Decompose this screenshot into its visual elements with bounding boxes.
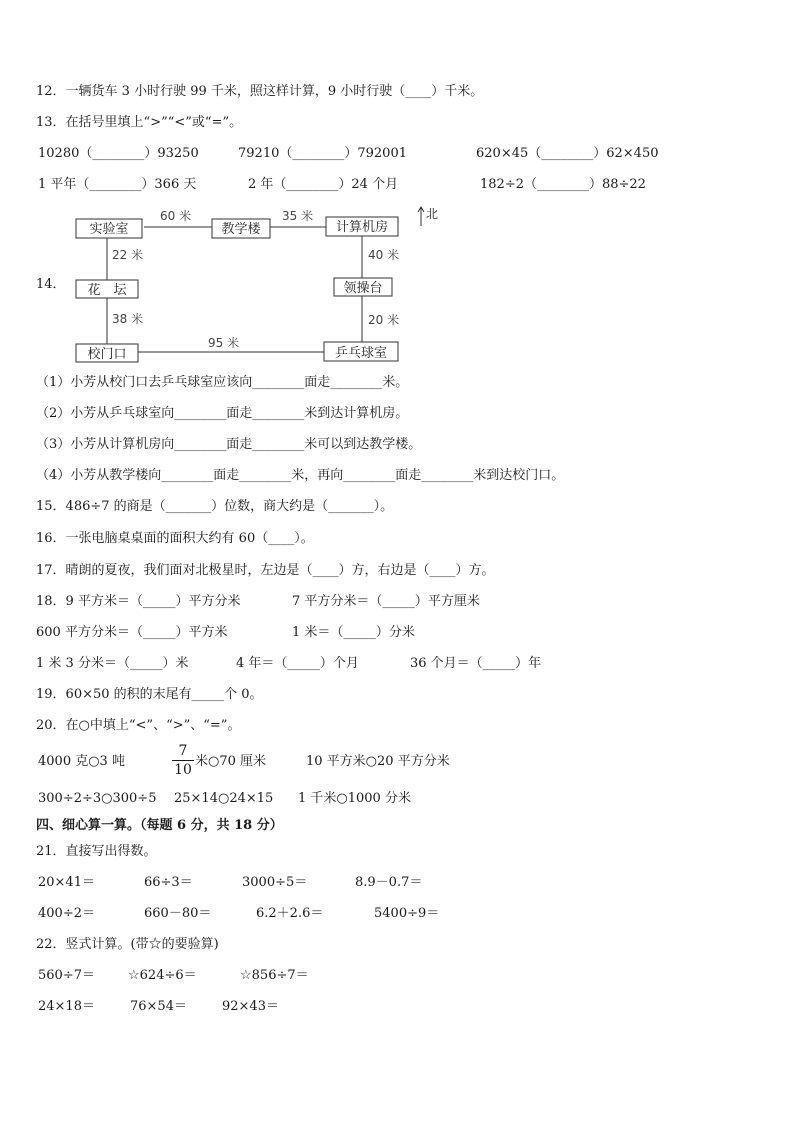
question-19: 19．60×50 的积的末尾有_____个 0。 [36,687,263,702]
q18-item: 1 米 3 分米＝（_____）米 [36,656,189,671]
q13-item: 1 平年（________）366 天 [38,177,197,192]
distance-label: 22 米 [112,248,144,262]
distance-label: 38 米 [112,312,144,326]
question-12: 12．一辆货车 3 小时行驶 99 千米，照这样计算，9 小时行驶（____）千米。 [36,84,484,99]
q21-item: 6.2＋2.6＝ [256,906,324,921]
map-label-computer: 计算机房 [335,220,389,235]
q21-item: 400÷2＝ [38,906,95,921]
q22-item: 76×54＝ [130,999,187,1014]
map-label-stage: 领操台 [343,281,383,296]
q21-item: 3000÷5＝ [242,875,308,890]
q18-item: 7 平方分米＝（_____）平方厘米 [292,594,480,609]
q13-item: 620×45（________）62×450 [476,146,659,161]
question-14-number: 14． [36,277,66,292]
map-label-lab: 实验室 [89,222,129,237]
q21-item: 66÷3＝ [144,875,193,890]
q18-item: 4 年＝（_____）个月 [236,656,359,671]
distance-label: 20 米 [368,313,400,327]
q21-item: 20×41＝ [38,875,95,890]
distance-label: 40 米 [368,248,400,262]
q13-item: 79210（________）792001 [238,146,407,161]
question-20-title: 20．在○中填上“<”、“>”、“=”。 [36,718,241,733]
q18-item: 36 个月＝（_____）年 [410,656,542,671]
q22-item: ☆856÷7＝ [240,968,309,983]
q22-item: ☆624÷6＝ [128,968,197,983]
q14-sub-1: （1）小芳从校门口去乒乓球室应该向________面走________米。 [36,375,409,390]
q20-item: 米○70 厘米 [195,754,267,769]
fraction-denominator: 10 [174,762,192,778]
q20-item: 1 千米○1000 分米 [298,791,411,806]
map-label-gate: 校门口 [87,347,127,362]
q21-item: 5400÷9＝ [374,906,440,921]
question-13-title: 13．在括号里填上“>”“<”或“=”。 [36,115,243,130]
fraction-numerator: 7 [178,743,188,759]
question-22-title: 22．竖式计算。(带☆的要验算) [36,937,219,952]
distance-label: 60 米 [160,209,192,223]
north-label: 北 [426,207,439,221]
map-label-teaching: 教学楼 [221,222,261,237]
q20-item: 300÷2÷3○300÷5 [38,791,157,806]
q13-item: 182÷2（________）88÷22 [480,177,646,192]
q21-item: 8.9－0.7＝ [355,875,423,890]
q14-sub-2: （2）小芳从乒乓球室向________面走________米到达计算机房。 [36,406,409,421]
q20-item: 10 平方米○20 平方分米 [306,754,450,769]
question-21-title: 21．直接写出得数。 [36,844,157,859]
q13-item: 2 年（________）24 个月 [248,177,399,192]
q18-item: 1 米＝（_____）分米 [292,625,415,640]
q21-item: 660－80＝ [144,906,212,921]
q20-item: 4000 克○3 吨 [38,754,125,769]
campus-map [70,202,450,366]
q20-fraction [172,743,194,778]
fraction-bar [172,760,194,761]
section-4-heading: 四、细心算一算。（每题 6 分，共 18 分） [36,818,283,833]
q22-item: 560÷7＝ [38,968,95,983]
q22-item: 24×18＝ [38,999,95,1014]
q14-sub-4: （4）小芳从教学楼向________面走________米，再向________面走________米到达校门口。 [36,468,565,483]
q22-item: 92×43＝ [222,999,279,1014]
q18-item: 18．9 平方米＝（_____）平方分米 [36,594,241,609]
question-16: 16．一张电脑桌桌面的面积大约有 60（____）。 [36,531,314,546]
q13-item: 10280（________）93250 [38,146,199,161]
map-label-garden: 花 坛 [87,283,127,298]
map-label-pingpong: 乒乓球室 [334,346,388,361]
q14-sub-3: （3）小芳从计算机房向________面走________米可以到达教学楼。 [36,437,422,452]
distance-label: 35 米 [282,209,314,223]
q20-item: 25×14○24×15 [174,791,274,806]
question-15: 15．486÷7 的商是（_______）位数，商大约是（_______）。 [36,499,394,514]
north-arrow-icon [418,207,438,226]
question-17: 17．晴朗的夏夜，我们面对北极星时，左边是（____）方，右边是（____）方。 [36,563,495,578]
q18-item: 600 平方分米＝（_____）平方米 [36,625,228,640]
distance-label: 95 米 [208,336,240,350]
